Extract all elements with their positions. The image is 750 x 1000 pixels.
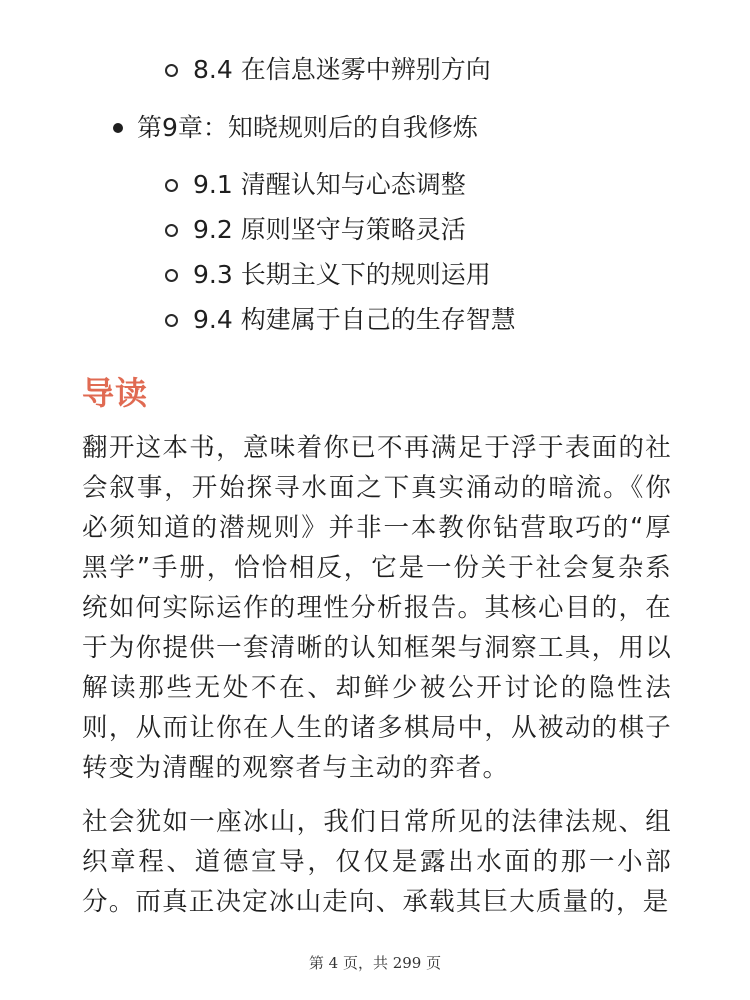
intro-paragraph-2: 社会犹如一座冰山，我们日常所见的法律法规、组织章程、道德宣导，仅仅是露出水面的那一小部分。而真正决定冰山走向、承载其巨大质量的，是	[82, 807, 672, 917]
toc-item-9-4[interactable]	[165, 300, 516, 340]
hollow-bullet-icon	[165, 224, 178, 237]
page-number: 第 4 页，共 299 页	[308, 954, 442, 972]
toc-item-label: 9.4 构建属于自己的生存智慧	[193, 305, 516, 334]
toc-item-9-2[interactable]	[165, 210, 466, 250]
solid-bullet-icon	[113, 123, 123, 133]
toc-item-9-3[interactable]	[165, 255, 491, 295]
toc-item-label: 9.2 原则坚守与策略灵活	[193, 215, 466, 244]
section-heading: 导读	[82, 374, 149, 412]
intro-paragraph-1: 翻开这本书，意味着你已不再满足于浮于表面的社会叙事，开始探寻水面之下真实涌动的暗流。《你必须知道的潜规则》并非一本教你钻营取巧的“厚黑学”手册，恰恰相反，它是一份关于社会复杂系统如何实际运作的理性分析报告。其核心目的，在于为你提供一套清晰的认知框架与洞察工具，用以解读那些无处不在、却鲜少被公开讨论的隐性法则，从而让你在人生的诸多棋局中，从被动的棋子转变为清醒的观察者与主动的弈者。	[82, 433, 672, 783]
toc-item-8-4[interactable]	[165, 50, 491, 90]
hollow-bullet-icon	[165, 269, 178, 282]
hollow-bullet-icon	[165, 64, 178, 77]
toc-chapter-9[interactable]	[113, 108, 478, 148]
toc-item-label: 9.3 长期主义下的规则运用	[193, 260, 491, 289]
hollow-bullet-icon	[165, 314, 178, 327]
toc-item-label: 8.4 在信息迷雾中辨别方向	[193, 55, 491, 84]
toc-item-label: 9.1 清醒认知与心态调整	[193, 170, 466, 199]
hollow-bullet-icon	[165, 179, 178, 192]
toc-item-9-1[interactable]	[165, 165, 466, 205]
toc-chapter-label: 第9章：知晓规则后的自我修炼	[137, 113, 478, 142]
